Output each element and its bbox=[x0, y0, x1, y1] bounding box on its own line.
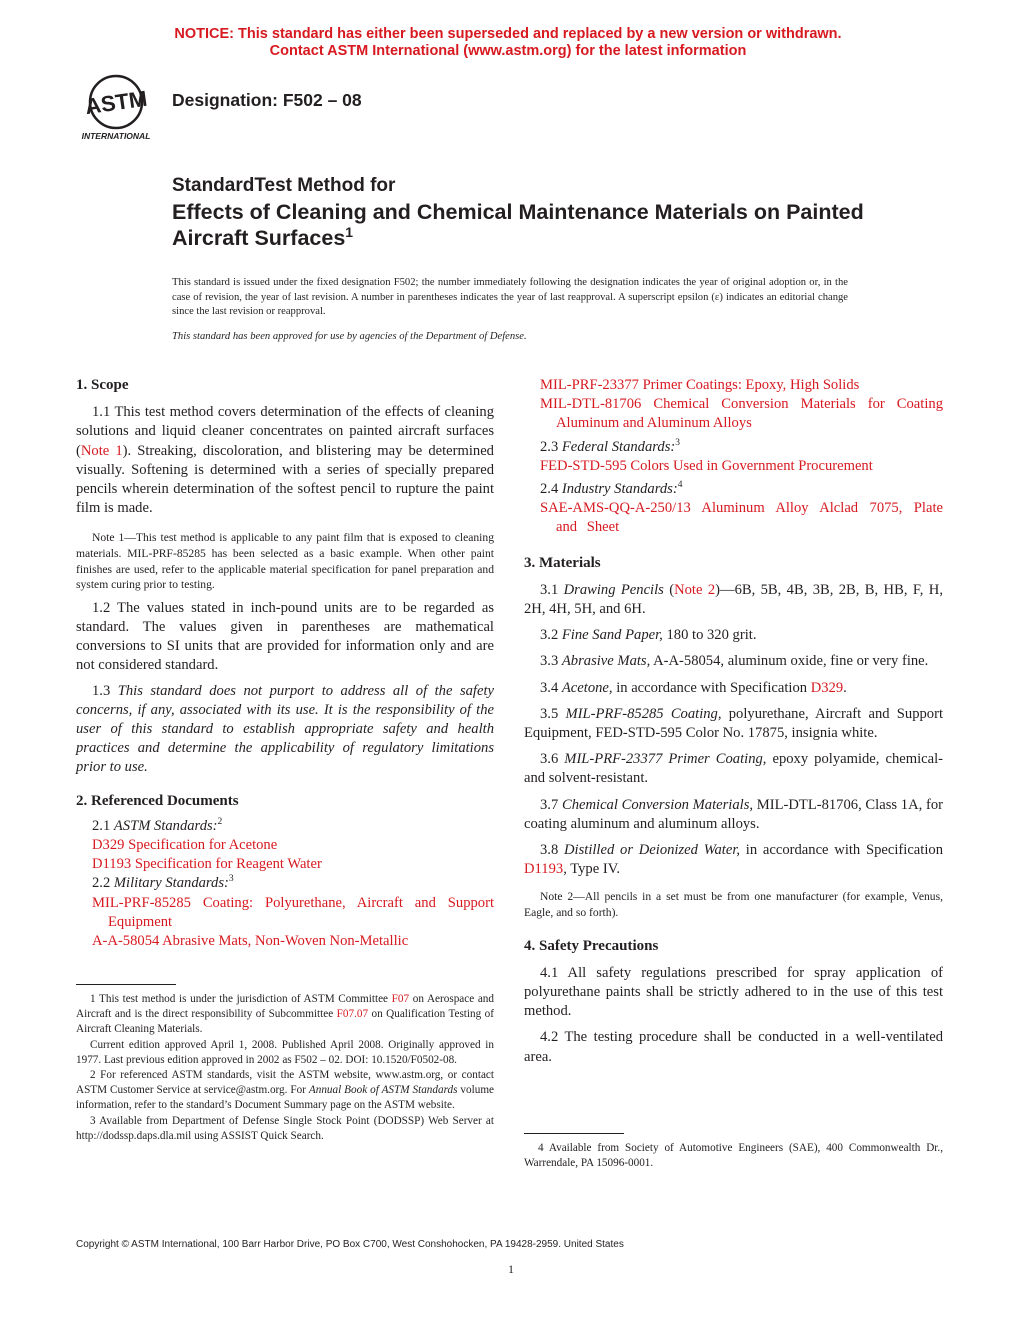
para-1-1-text-b: ). Streaking, discoloration, and blistering may be determined visually. Softening is determined with a series of specially prepared pencils wherein determination of the softest pencil to rupture the paint film is made. bbox=[76, 442, 494, 517]
ref-d329[interactable]: D329 Specification for Acetone bbox=[92, 837, 278, 854]
para-2-2-title: Military Standards: bbox=[113, 875, 229, 892]
para-3-6 bbox=[524, 750, 943, 788]
para-3-5-text: polyurethane, Aircraft and Support Equipment, FED-STD-595 Color No. 17875, insignia white. bbox=[524, 705, 944, 742]
para-3-4-number: 3.4 bbox=[540, 679, 562, 696]
ref-fed-std-595[interactable]: FED-STD-595 Colors Used in Government Procurement bbox=[540, 457, 873, 474]
note-1-link[interactable]: Note 1 bbox=[80, 442, 123, 459]
astm-logo bbox=[76, 72, 162, 142]
ref-mil-prf-23377[interactable]: MIL-PRF-23377 Primer Coatings: Epoxy, High Solids bbox=[540, 377, 860, 393]
committee-f07-link[interactable]: F07 bbox=[391, 993, 410, 1005]
para-1-3-text: This standard does not purport to address all of the safety concerns, if any, associated with its use. It is the responsibility of the user of this standard to establish appropriate safety and health practices and determine the applicability of regulatory limitations prior to use. bbox=[76, 682, 494, 776]
title-main bbox=[172, 199, 892, 251]
para-2-2-sup: 3 bbox=[228, 874, 234, 885]
footnote-divider-left bbox=[76, 984, 176, 985]
notice-line-2: Contact ASTM International (www.astm.org) for the latest information bbox=[269, 43, 747, 59]
para-1-1 bbox=[76, 403, 494, 518]
para-3-3-text: A-A-58054, aluminum oxide, fine or very fine. bbox=[650, 653, 929, 670]
d1193-link[interactable]: D1193 bbox=[524, 861, 564, 878]
para-3-3-number: 3.3 bbox=[540, 653, 562, 670]
scope-heading: 1. Scope bbox=[76, 377, 129, 393]
footnote-2 bbox=[76, 1068, 494, 1114]
para-1-2: 1.2 The values stated in inch-pound units are to be regarded as standard. The values given in parentheses are mathematical conversions to SI units that are provided for information only and are not considered standard. bbox=[76, 599, 494, 674]
para-2-1-number: 2.1 bbox=[92, 817, 114, 834]
copyright-footer: Copyright © ASTM International, 100 Barr Harbor Drive, PO Box C700, West Conshohocken, PA 19428-2959. United States bbox=[76, 1239, 624, 1250]
para-3-1-paren: ( bbox=[663, 581, 675, 598]
ref-mil-prf-85285[interactable]: MIL-PRF-85285 Coating: Polyurethane, Aircraft and Support Equipment bbox=[92, 894, 494, 930]
para-2-4-sup: 4 bbox=[677, 480, 683, 491]
para-2-1 bbox=[76, 817, 494, 836]
note-2-link[interactable]: Note 2 bbox=[674, 581, 716, 598]
para-3-1 bbox=[524, 581, 943, 619]
para-3-2-title: Fine Sand Paper, bbox=[561, 627, 663, 644]
para-3-1-title: Drawing Pencils bbox=[563, 581, 664, 598]
ref-a-a-58054[interactable]: A-A-58054 Abrasive Mats, Non-Woven Non-Metallic bbox=[92, 933, 409, 950]
para-3-7 bbox=[524, 796, 943, 834]
para-3-3-title: Abrasive Mats, bbox=[561, 653, 651, 670]
para-3-5-number: 3.5 bbox=[540, 705, 566, 722]
para-3-3 bbox=[524, 652, 943, 671]
refdocs-heading: 2. Referenced Documents bbox=[76, 792, 239, 809]
para-3-4-title: Acetone, bbox=[561, 679, 613, 696]
para-3-4-text: in accordance with Specification bbox=[612, 679, 811, 696]
title-main-text: Effects of Cleaning and Chemical Maintenance Materials on Painted Aircraft Surfaces bbox=[172, 200, 864, 250]
para-3-8 bbox=[524, 841, 943, 879]
footnote-4: 4 Available from Society of Automotive Engineers (SAE), 400 Commonwealth Dr., Warrendale, PA 15096-0001. bbox=[524, 1142, 943, 1170]
right-column bbox=[524, 376, 943, 1067]
ref-mil-dtl-81706[interactable]: MIL-DTL-81706 Chemical Conversion Materials for Coating Aluminum and Aluminum Alloys bbox=[540, 396, 943, 432]
para-3-1-text: )—6B, 5B, 4B, 3B, 2B, B, HB, F, H, 2H, 4H, 5H, and 6H. bbox=[524, 581, 943, 618]
footnote-3: 3 Available from Department of Defense Single Stock Point (DODSSP) Web Server at http://dodssp.daps.dla.mil using ASSIST Quick Search. bbox=[76, 1114, 494, 1142]
para-3-8-title: Distilled or Deionized Water, bbox=[564, 842, 741, 859]
para-2-2 bbox=[76, 874, 494, 893]
footnote-2-text-b: volume information, refer to the standard’s Document Summary page on the ASTM website. bbox=[76, 1084, 494, 1112]
notice-line-1: NOTICE: This standard has either been superseded and replaced by a new version or withdrawn. bbox=[174, 26, 842, 42]
footnote-1-edition: Current edition approved April 1, 2008. Published April 2008. Originally approved in 1977. Last previous edition approved in 2002 as F502 – 02. DOI: 10.1520/F0502-08. bbox=[76, 1038, 494, 1066]
para-4-2: 4.2 The testing procedure shall be conducted in a well-ventilated area. bbox=[524, 1029, 943, 1065]
page-number: 1 bbox=[508, 1262, 514, 1276]
para-1-1-text-a: 1.1 This test method covers determination of the effects of cleaning solutions and liquid cleaner concentrates on painted aircraft surfaces ( bbox=[76, 404, 494, 459]
footnote-1-text-a: 1 This test method is under the jurisdiction of ASTM Committee bbox=[90, 993, 392, 1005]
para-3-8-text: in accordance with Specification bbox=[740, 842, 943, 859]
para-2-4-number: 2.4 bbox=[540, 481, 562, 498]
para-3-6-number: 3.6 bbox=[540, 751, 565, 768]
para-1-3-number: 1.3 bbox=[92, 682, 118, 699]
para-2-2-number: 2.2 bbox=[92, 875, 114, 892]
footnote-divider-right bbox=[524, 1133, 624, 1134]
left-column bbox=[76, 376, 494, 951]
note-1: Note 1—This test method is applicable to any paint film that is exposed to cleaning materials. MIL-PRF-85285 has been selected as a basic example. When other paint finishes are used, refer to the applicable material specification for panel preparation and system curing prior to testing. bbox=[76, 531, 494, 592]
para-2-3 bbox=[524, 438, 943, 457]
para-3-4-end: . bbox=[843, 679, 847, 696]
note-2: Note 2—All pencils in a set must be from one manufacturer (for example, Venus, Eagle, and so forth). bbox=[524, 890, 943, 920]
para-2-1-title: ASTM Standards: bbox=[113, 817, 218, 834]
para-3-4 bbox=[524, 679, 943, 698]
footnote-1-text-c: on Qualification Testing of Aircraft Cleaning Materials. bbox=[76, 1008, 494, 1036]
para-3-6-title: MIL-PRF-23377 Primer Coating, bbox=[564, 751, 767, 768]
safety-heading: 4. Safety Precautions bbox=[524, 937, 659, 954]
title-footnote-ref: 1 bbox=[345, 223, 354, 240]
footnote-2-italic: Annual Book of ASTM Standards bbox=[308, 1084, 458, 1097]
materials-heading: 3. Materials bbox=[524, 554, 601, 571]
dod-approval: This standard has been approved for use by agencies of the Department of Defense. bbox=[172, 331, 527, 342]
ref-sae-ams[interactable]: SAE-AMS-QQ-A-250/13 Aluminum Alloy Alclad 7075, Plate and Sheet bbox=[540, 500, 943, 536]
para-3-8-number: 3.8 bbox=[540, 842, 564, 859]
para-1-3 bbox=[76, 682, 494, 778]
footnote-1 bbox=[76, 992, 494, 1038]
para-3-7-title: Chemical Conversion Materials, bbox=[561, 796, 754, 813]
para-3-6-text: epoxy polyamide, chemical- and solvent-resistant. bbox=[524, 751, 943, 787]
designation: Designation: F502 – 08 bbox=[172, 90, 362, 110]
d329-link[interactable]: D329 bbox=[810, 679, 844, 696]
para-2-3-title: Federal Standards: bbox=[561, 438, 676, 455]
para-3-7-number: 3.7 bbox=[540, 796, 562, 813]
para-3-8-end: , Type IV. bbox=[563, 861, 621, 878]
para-3-1-number: 3.1 bbox=[540, 581, 564, 598]
svg-text:INTERNATIONAL: INTERNATIONAL bbox=[81, 131, 151, 141]
left-footnotes bbox=[76, 992, 494, 1144]
para-3-2-text: 180 to 320 grit. bbox=[662, 627, 757, 644]
footnote-1-text-b: on Aerospace and Aircraft and is the direct responsibility of Subcommittee bbox=[76, 993, 494, 1021]
preamble: This standard is issued under the fixed designation F502; the number immediately following the designation indicates the year of original adoption or, in the case of revision, the year of last revision. A number in parentheses indicates the year of last reapproval. A superscript epsilon (ε) indicates an editorial change since the last revision or reapproval. bbox=[172, 277, 848, 318]
para-2-1-sup: 2 bbox=[217, 816, 223, 827]
para-3-2-number: 3.2 bbox=[540, 627, 562, 644]
svg-text:ASTM: ASTM bbox=[83, 85, 149, 120]
para-2-4 bbox=[524, 480, 943, 499]
para-4-1: 4.1 All safety regulations prescribed for spray application of polyurethane paints shall be strictly adhered to in the use of this test method. bbox=[524, 964, 943, 1020]
para-2-3-number: 2.3 bbox=[540, 438, 562, 455]
para-3-7-text: MIL-DTL-81706, Class 1A, for coating aluminum and aluminum alloys. bbox=[524, 796, 943, 832]
para-2-3-sup: 3 bbox=[675, 437, 680, 448]
ref-d1193[interactable]: D1193 Specification for Reagent Water bbox=[92, 856, 322, 873]
para-2-4-title: Industry Standards: bbox=[561, 481, 678, 498]
para-3-5 bbox=[524, 705, 943, 743]
subcommittee-f07-07-link[interactable]: F07.07 bbox=[336, 1008, 369, 1021]
footnote-2-text-a: 2 For referenced ASTM standards, visit the ASTM website, www.astm.org, or contact ASTM Customer Service at service@astm.org. For bbox=[76, 1069, 494, 1097]
title-line-1: StandardTest Method for bbox=[172, 175, 396, 196]
para-3-2 bbox=[524, 626, 943, 645]
para-3-5-title: MIL-PRF-85285 Coating, bbox=[565, 705, 722, 722]
